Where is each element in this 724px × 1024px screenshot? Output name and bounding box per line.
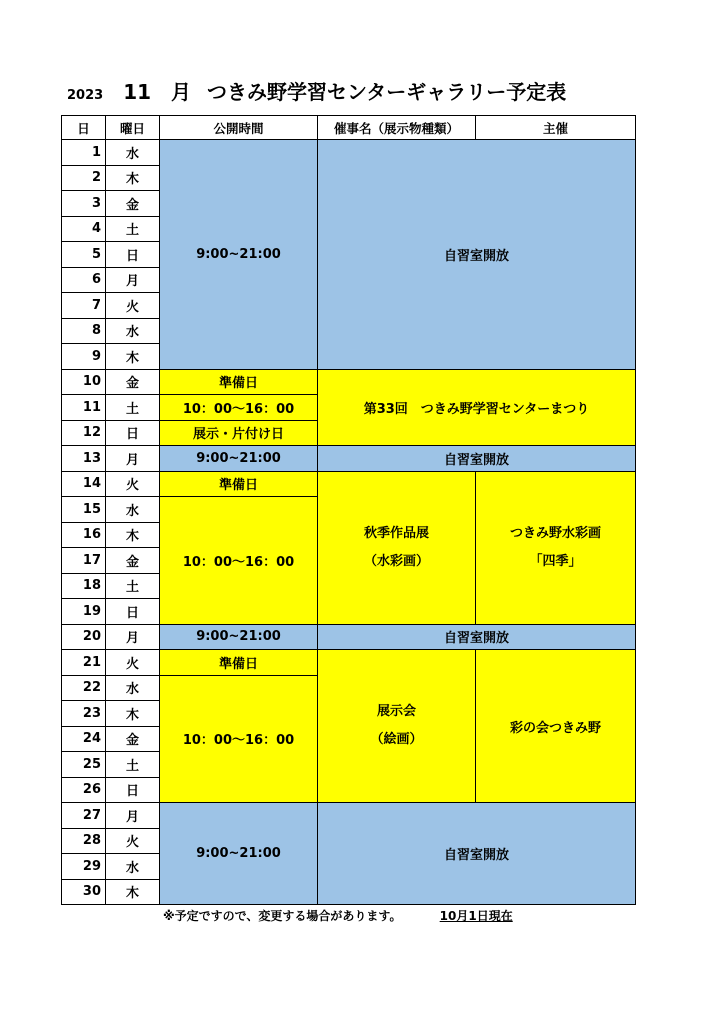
day-cell: 2 bbox=[62, 165, 106, 191]
weekday-cell: 木 bbox=[106, 344, 160, 370]
day-cell: 11 bbox=[62, 395, 106, 421]
weekday-cell: 水 bbox=[106, 675, 160, 701]
weekday-cell: 木 bbox=[106, 701, 160, 727]
event-cell bbox=[318, 471, 476, 624]
table-row bbox=[62, 446, 636, 472]
day-cell: 5 bbox=[62, 242, 106, 268]
weekday-cell: 月 bbox=[106, 267, 160, 293]
weekday-cell: 木 bbox=[106, 522, 160, 548]
prep-day-cell: 準備日 bbox=[160, 471, 318, 497]
weekday-cell: 水 bbox=[106, 318, 160, 344]
table-row bbox=[62, 650, 636, 676]
day-cell: 7 bbox=[62, 293, 106, 319]
event-cell bbox=[318, 650, 476, 803]
day-cell: 14 bbox=[62, 471, 106, 497]
hours-cell: 9:00~21:00 bbox=[160, 446, 318, 472]
day-cell: 18 bbox=[62, 573, 106, 599]
day-cell: 26 bbox=[62, 777, 106, 803]
event-cell: 自習室開放 bbox=[318, 624, 636, 650]
table-row bbox=[62, 624, 636, 650]
day-cell: 25 bbox=[62, 752, 106, 778]
weekday-cell: 土 bbox=[106, 216, 160, 242]
festival-cell: 第33回 つきみ野学習センターまつり bbox=[318, 369, 636, 446]
schedule-table bbox=[61, 115, 636, 905]
weekday-cell: 金 bbox=[106, 369, 160, 395]
hours-cell: 9:00~21:00 bbox=[160, 803, 318, 905]
event-name: 秋季作品展 bbox=[363, 525, 429, 541]
table-row bbox=[62, 803, 636, 829]
header-event: 催事名（展示物種類） bbox=[318, 116, 476, 140]
weekday-cell: 日 bbox=[106, 420, 160, 446]
day-cell: 17 bbox=[62, 548, 106, 574]
weekday-cell: 火 bbox=[106, 471, 160, 497]
weekday-cell: 日 bbox=[106, 599, 160, 625]
title-month: 11 月 bbox=[123, 80, 192, 104]
day-cell: 15 bbox=[62, 497, 106, 523]
host-name: つきみ野水彩画 bbox=[509, 525, 601, 541]
event-cell: 自習室開放 bbox=[318, 446, 636, 472]
weekday-cell: 土 bbox=[106, 395, 160, 421]
day-cell: 22 bbox=[62, 675, 106, 701]
weekday-cell: 水 bbox=[106, 497, 160, 523]
day-cell: 6 bbox=[62, 267, 106, 293]
schedule-disclaimer: ※予定ですので、変更する場合があります。 bbox=[163, 909, 402, 923]
hours-cell: 10：00～16：00 bbox=[160, 395, 318, 421]
weekday-cell: 月 bbox=[106, 803, 160, 829]
header-host: 主催 bbox=[476, 116, 636, 140]
day-cell: 4 bbox=[62, 216, 106, 242]
day-cell: 30 bbox=[62, 879, 106, 905]
weekday-cell: 金 bbox=[106, 726, 160, 752]
weekday-cell: 月 bbox=[106, 624, 160, 650]
weekday-cell: 土 bbox=[106, 752, 160, 778]
day-cell: 21 bbox=[62, 650, 106, 676]
day-cell: 24 bbox=[62, 726, 106, 752]
hours-cell: 9:00~21:00 bbox=[160, 624, 318, 650]
day-cell: 28 bbox=[62, 828, 106, 854]
day-cell: 13 bbox=[62, 446, 106, 472]
day-cell: 20 bbox=[62, 624, 106, 650]
weekday-cell: 火 bbox=[106, 828, 160, 854]
day-cell: 1 bbox=[62, 140, 106, 166]
weekday-cell: 金 bbox=[106, 191, 160, 217]
table-row bbox=[62, 471, 636, 497]
header-row bbox=[62, 116, 636, 140]
event-cell: 自習室開放 bbox=[318, 140, 636, 370]
weekday-cell: 日 bbox=[106, 242, 160, 268]
page-title bbox=[60, 76, 640, 104]
footer-note bbox=[163, 907, 513, 924]
day-cell: 3 bbox=[62, 191, 106, 217]
table-row bbox=[62, 140, 636, 166]
title-text: つきみ野学習センターギャラリー予定表 bbox=[207, 80, 567, 104]
header-weekday: 曜日 bbox=[106, 116, 160, 140]
prep-day-cell: 準備日 bbox=[160, 650, 318, 676]
hours-cell: 10：00～16：00 bbox=[160, 497, 318, 625]
prep-day-cell: 準備日 bbox=[160, 369, 318, 395]
day-cell: 29 bbox=[62, 854, 106, 880]
event-type: （絵画） bbox=[370, 732, 423, 747]
day-cell: 10 bbox=[62, 369, 106, 395]
title-year: 2023 bbox=[67, 88, 104, 103]
day-cell: 19 bbox=[62, 599, 106, 625]
weekday-cell: 火 bbox=[106, 293, 160, 319]
weekday-cell: 水 bbox=[106, 140, 160, 166]
takedown-day-cell: 展示・片付け日 bbox=[160, 420, 318, 446]
weekday-cell: 日 bbox=[106, 777, 160, 803]
event-cell: 自習室開放 bbox=[318, 803, 636, 905]
table-row bbox=[62, 369, 636, 395]
weekday-cell: 金 bbox=[106, 548, 160, 574]
host-subname: 「四季」 bbox=[529, 553, 582, 569]
weekday-cell: 火 bbox=[106, 650, 160, 676]
day-cell: 12 bbox=[62, 420, 106, 446]
day-cell: 23 bbox=[62, 701, 106, 727]
as-of-date: 10月1日現在 bbox=[439, 909, 513, 923]
day-cell: 9 bbox=[62, 344, 106, 370]
host-cell: 彩の会つきみ野 bbox=[476, 650, 636, 803]
weekday-cell: 木 bbox=[106, 165, 160, 191]
weekday-cell: 月 bbox=[106, 446, 160, 472]
header-hours: 公開時間 bbox=[160, 116, 318, 140]
weekday-cell: 土 bbox=[106, 573, 160, 599]
header-day: 日 bbox=[62, 116, 106, 140]
hours-cell: 9:00~21:00 bbox=[160, 140, 318, 370]
weekday-cell: 木 bbox=[106, 879, 160, 905]
weekday-cell: 水 bbox=[106, 854, 160, 880]
day-cell: 8 bbox=[62, 318, 106, 344]
day-cell: 27 bbox=[62, 803, 106, 829]
event-type: （水彩画） bbox=[363, 553, 429, 569]
host-cell bbox=[476, 471, 636, 624]
event-name: 展示会 bbox=[376, 704, 416, 719]
day-cell: 16 bbox=[62, 522, 106, 548]
hours-cell: 10：00～16：00 bbox=[160, 675, 318, 803]
